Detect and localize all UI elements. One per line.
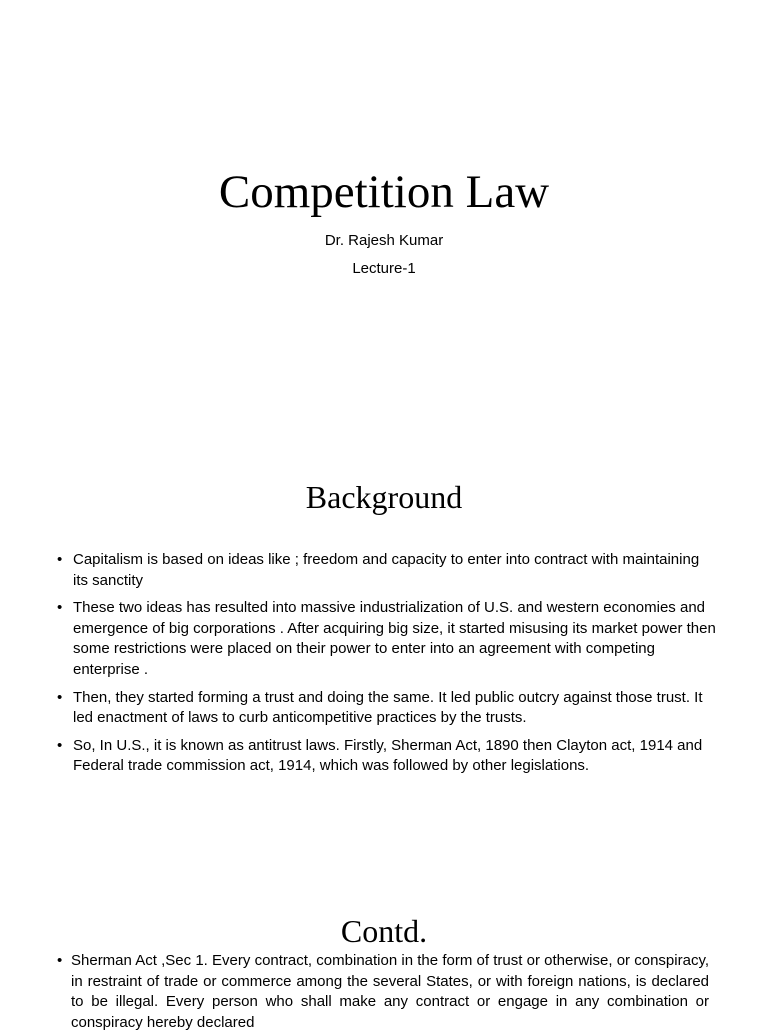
lecture-number: Lecture-1	[352, 260, 416, 277]
bullet-item: • Then, they started forming a trust and doing the same. It led public outcry against those trust. It led enactment of laws to curb anticompetitive practices by the trusts.	[57, 688, 717, 729]
slide-title: Competition Law	[218, 166, 550, 218]
bullet-item: • These two ideas has resulted into massive industrialization of U.S. and western economies and emergence of big corporations . After acquiring big size, it started misusing its market power then some restrictions were placed on their power to enter into an agreement with competing enterprise .	[57, 598, 717, 680]
slide-heading: Contd.	[340, 913, 428, 949]
bullet-list	[57, 550, 717, 784]
slide-heading: Background	[305, 479, 463, 515]
bullet-item: • Capitalism is based on ideas like ; freedom and capacity to enter into contract with maintaining its sanctity	[57, 550, 717, 591]
title-slide	[0, 0, 768, 432]
bullet-list	[57, 951, 709, 1033]
bullet-item: • So, In U.S., it is known as antitrust laws. Firstly, Sherman Act, 1890 then Clayton act, 1914 and Federal trade commission act, 1914, which was followed by other legislations.	[57, 736, 717, 777]
bullet-item: • Sherman Act ,Sec 1. Every contract, combination in the form of trust or otherwise, or conspiracy, in restraint of trade or commerce among the several States, or with foreign nations, is declared to be illegal. Every person who shall make any contract or engage in any combination or conspiracy hereby declared	[57, 951, 709, 1033]
contd-slide	[0, 864, 768, 1031]
background-slide	[0, 432, 768, 864]
author-name: Dr. Rajesh Kumar	[324, 232, 444, 249]
